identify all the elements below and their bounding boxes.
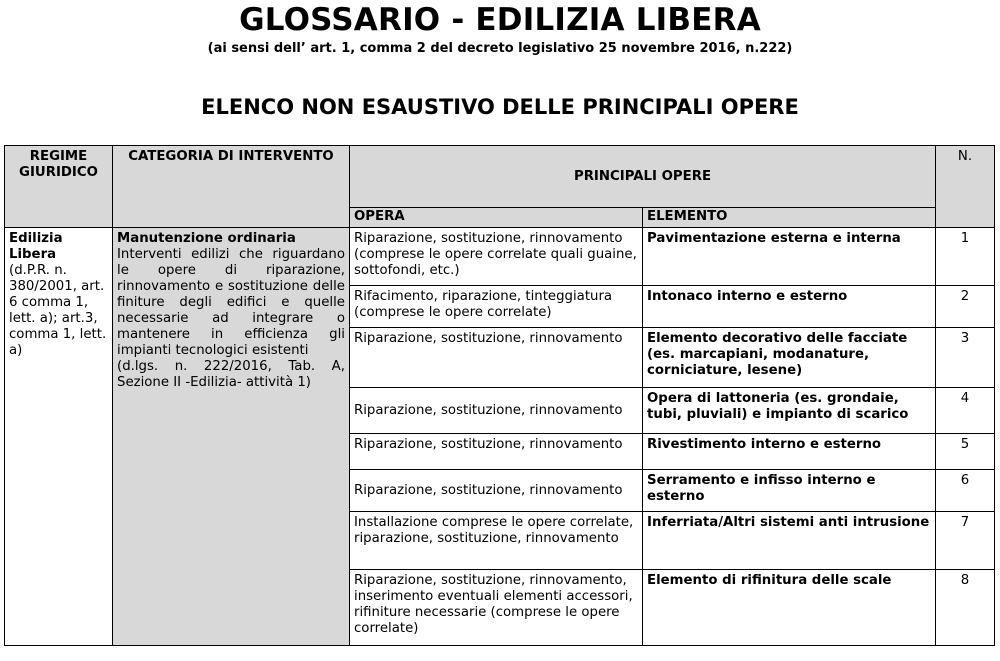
page-subtitle: (ai sensi dell’ art. 1, comma 2 del decreto legislativo 25 novembre 2016, n.222) [207, 41, 793, 56]
table-row [5, 228, 995, 286]
number-cell: 2 [936, 286, 995, 328]
elemento-cell: Serramento e infisso interno e esterno [643, 470, 936, 512]
regime-cell [5, 228, 113, 646]
opera-cell: Riparazione, sostituzione, rinnovamento [350, 388, 643, 434]
number-cell: 4 [936, 388, 995, 434]
opera-cell: Riparazione, sostituzione, rinnovamento [350, 470, 643, 512]
header-principali-opere: PRINCIPALI OPERE [350, 146, 936, 208]
header-opera: OPERA [350, 208, 643, 228]
glossary-table [4, 145, 995, 646]
categoria-cell [113, 228, 350, 646]
header-number: N. [936, 146, 995, 228]
categoria-text: Interventi edilizi che riguardano le opere di riparazione, rinnovamento e sostituzione delle finiture degli edifici e quelle necessarie ad integrare o mantenere in efficienza gli impianti tecnologici esistenti [117, 247, 345, 358]
number-cell: 7 [936, 512, 995, 570]
number-cell: 6 [936, 470, 995, 512]
opera-cell: Riparazione, sostituzione, rinnovamento [350, 434, 643, 470]
elemento-cell: Rivestimento interno e esterno [643, 434, 936, 470]
header-regime: REGIME GIURIDICO [5, 146, 113, 228]
opera-cell: Riparazione, sostituzione, rinnovamento (comprese le opere correlate quali guaine, sottofondi, etc.) [350, 228, 643, 286]
elemento-cell: Elemento di rifinitura delle scale [643, 570, 936, 646]
number-cell: 1 [936, 228, 995, 286]
opera-cell: Riparazione, sostituzione, rinnovamento [350, 328, 643, 388]
elemento-cell: Pavimentazione esterna e interna [643, 228, 936, 286]
opera-cell: Installazione comprese le opere correlate, riparazione, sostituzione, rinnovamento [350, 512, 643, 570]
elemento-cell: Inferriata/Altri sistemi anti intrusione [643, 512, 936, 570]
elemento-cell: Intonaco interno e esterno [643, 286, 936, 328]
number-cell: 3 [936, 328, 995, 388]
opera-cell: Rifacimento, riparazione, tinteggiatura (comprese le opere correlate) [350, 286, 643, 328]
opera-cell: Riparazione, sostituzione, rinnovamento, inserimento eventuali elementi accessori, rifiniture necessarie (comprese le opere correlate) [350, 570, 643, 646]
elemento-cell: Opera di lattoneria (es. grondaie, tubi, pluviali) e impianto di scarico [643, 388, 936, 434]
regime-title: Edilizia Libera [9, 231, 63, 262]
categoria-title: Manutenzione ordinaria [117, 231, 296, 246]
categoria-ref: (d.lgs. n. 222/2016, Tab. A, Sezione II -Edilizia- attività 1) [117, 359, 345, 390]
section-heading: ELENCO NON ESAUSTIVO DELLE PRINCIPALI OPERE [201, 95, 799, 119]
page-title: GLOSSARIO - EDILIZIA LIBERA [239, 2, 761, 38]
header-categoria: CATEGORIA DI INTERVENTO [113, 146, 350, 228]
regime-text: (d.P.R. n. 380/2001, art. 6 comma 1, lett. a); art.3, comma 1, lett. a) [9, 263, 107, 358]
number-cell: 5 [936, 434, 995, 470]
table-header-row [5, 146, 995, 208]
header-elemento: ELEMENTO [643, 208, 936, 228]
elemento-cell: Elemento decorativo delle facciate (es. marcapiani, modanature, corniciature, lesene) [643, 328, 936, 388]
number-cell: 8 [936, 570, 995, 646]
